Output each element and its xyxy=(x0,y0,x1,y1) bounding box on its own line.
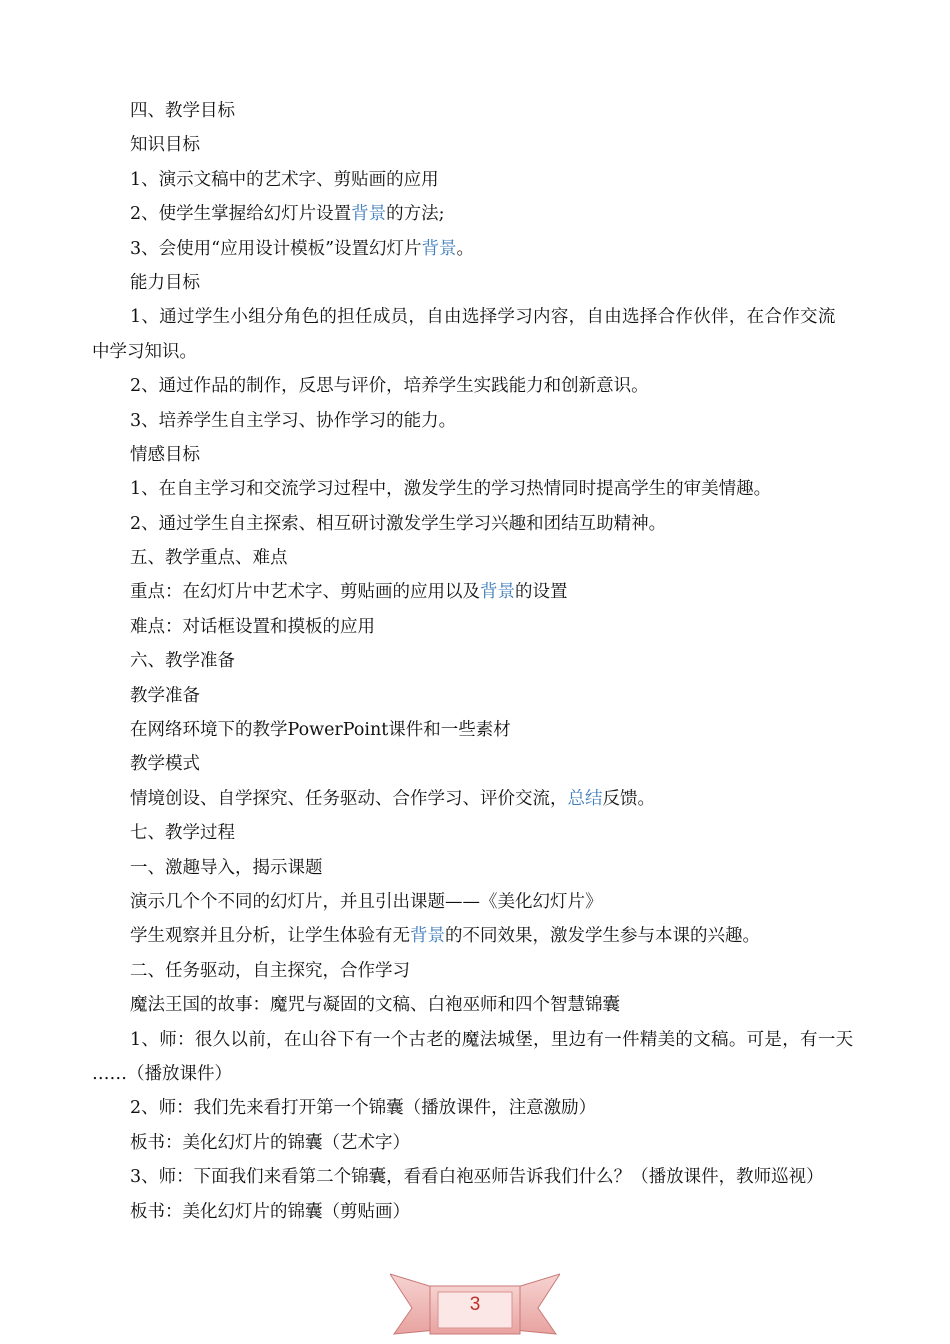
keyword-link[interactable]: 背景 xyxy=(480,582,515,603)
text-line xyxy=(92,1160,862,1194)
text-line xyxy=(92,919,862,953)
text-line xyxy=(92,404,862,438)
text-run: 3、师：下面我们来看第二个锦囊，看看白袍巫师告诉我们什么？（播放课件，教师巡视） xyxy=(130,1167,824,1188)
text-run: 的不同效果，激发学生参与本课的兴趣。 xyxy=(445,926,760,947)
text-run: 二、任务驱动，自主探究，合作学习 xyxy=(130,960,410,981)
text-run: 情境创设、自学探究、任务驱动、合作学习、评价交流， xyxy=(130,788,568,809)
keyword-link[interactable]: 背景 xyxy=(351,204,387,225)
text-run: 1、通过学生小组分角色的担任成员，自由选择学习内容，自由选择合作伙伴，在合作交流 xyxy=(130,307,836,328)
text-run: ……（播放课件） xyxy=(92,1063,232,1084)
text-line xyxy=(92,128,862,162)
text-run: 知识目标 xyxy=(130,135,200,156)
text-line xyxy=(92,232,862,266)
text-run: 板书：美化幻灯片的锦囊（剪贴画） xyxy=(130,1201,410,1222)
text-run: 演示几个个不同的幻灯片，并且引出课题——《美化幻灯片》 xyxy=(130,891,603,912)
text-line xyxy=(92,541,862,575)
text-run: 四、教学目标 xyxy=(130,101,235,121)
text-line xyxy=(92,1023,862,1057)
text-line xyxy=(92,335,862,369)
text-line xyxy=(92,679,862,713)
text-run: 1、师：很久以前，在山谷下有一个古老的魔法城堡，里边有一件精美的文稿。可是，有一天 xyxy=(130,1029,854,1050)
text-line xyxy=(92,1091,862,1125)
text-line xyxy=(92,507,862,541)
text-run: 难点：对话框设置和摸板的应用 xyxy=(130,616,375,637)
text-line xyxy=(92,782,862,816)
text-run: 五、教学重点、难点 xyxy=(130,548,288,569)
text-line xyxy=(92,747,862,781)
text-line xyxy=(92,472,862,506)
text-run: 魔法王国的故事：魔咒与凝固的文稿、白袍巫师和四个智慧锦囊 xyxy=(130,995,620,1016)
text-line xyxy=(92,163,862,197)
text-line xyxy=(92,438,862,472)
text-run: 反馈。 xyxy=(602,788,655,809)
text-line xyxy=(92,266,862,300)
text-run: 教学准备 xyxy=(130,685,200,706)
text-line xyxy=(92,816,862,850)
text-run: 六、教学准备 xyxy=(130,651,235,672)
text-run: 的设置 xyxy=(515,582,568,603)
text-run: 的方法; xyxy=(386,204,445,225)
text-line xyxy=(92,197,862,231)
text-line xyxy=(92,575,862,609)
page-footer xyxy=(390,1272,560,1344)
text-run: 中学习知识。 xyxy=(92,341,197,362)
text-line xyxy=(92,713,862,747)
text-run: 。 xyxy=(456,238,475,259)
page-number: 3 xyxy=(469,1294,481,1315)
text-run: 重点：在幻灯片中艺术字、剪贴画的应用以及 xyxy=(130,582,480,603)
text-run: 3、培养学生自主学习、协作学习的能力。 xyxy=(130,410,457,431)
text-run: 1、在自主学习和交流学习过程中，激发学生的学习热情同时提高学生的审美情趣。 xyxy=(130,479,772,500)
keyword-link[interactable]: 背景 xyxy=(421,238,457,259)
text-run: 2、师：我们先来看打开第一个锦囊（播放课件，注意激励） xyxy=(130,1098,597,1119)
text-run: 2、通过学生自主探索、相互研讨激发学生学习兴趣和团结互助精神。 xyxy=(130,513,667,534)
text-run: 在网络环境下的教学PowerPoint课件和一些素材 xyxy=(130,720,511,741)
text-line xyxy=(92,1126,862,1160)
text-run: 教学模式 xyxy=(130,754,200,775)
text-line xyxy=(92,988,862,1022)
text-line xyxy=(92,1057,862,1091)
text-line xyxy=(92,644,862,678)
text-line xyxy=(92,369,862,403)
keyword-link[interactable]: 背景 xyxy=(410,926,445,947)
text-line xyxy=(92,300,862,334)
text-line xyxy=(92,610,862,644)
text-run: 能力目标 xyxy=(130,272,200,293)
text-run: 学生观察并且分析，让学生体验有无 xyxy=(130,926,410,947)
text-run: 一、激趣导入，揭示课题 xyxy=(130,857,323,878)
text-run: 1、演示文稿中的艺术字、剪贴画的应用 xyxy=(130,169,439,190)
text-run: 情感目标 xyxy=(130,444,200,465)
document-body xyxy=(92,94,862,1229)
text-run: 3、会使用“应用设计模板”设置幻灯片 xyxy=(130,238,422,259)
text-run: 2、通过作品的制作，反思与评价，培养学生实践能力和创新意识。 xyxy=(130,376,649,397)
text-run: 板书：美化幻灯片的锦囊（艺术字） xyxy=(130,1132,410,1153)
text-line xyxy=(92,954,862,988)
text-line xyxy=(92,885,862,919)
text-line xyxy=(92,1195,862,1229)
text-line xyxy=(92,851,862,885)
text-line xyxy=(92,94,862,128)
keyword-link[interactable]: 总结 xyxy=(567,788,603,809)
text-run: 2、使学生掌握给幻灯片设置 xyxy=(130,204,352,225)
text-run: 七、教学过程 xyxy=(130,823,235,844)
